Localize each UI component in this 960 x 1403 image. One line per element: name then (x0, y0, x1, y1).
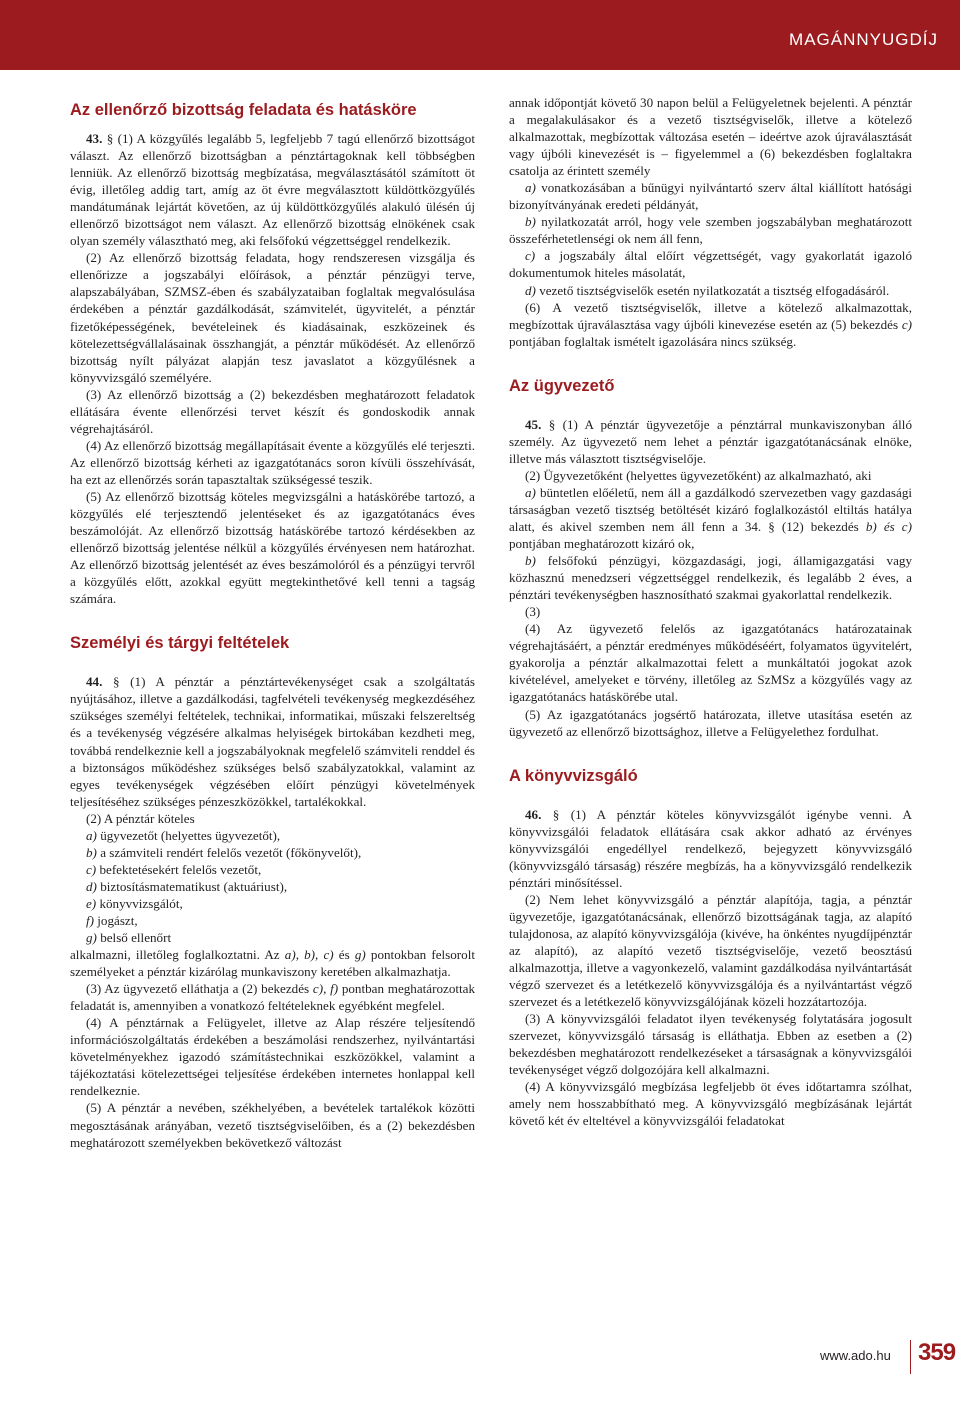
paragraph-45-2: (2) Ügyvezetőként (helyettes ügyvezetőként) az alkalmazható, aki (525, 467, 872, 483)
paragraph-46-1 (509, 806, 912, 891)
list-item-f (70, 912, 475, 929)
heading-ellenorzo-bizottsag: Az ellenőrző bizottság feladata és hatásköre (70, 101, 417, 119)
item-text: pontjában meghatározott kizáró ok, (509, 536, 695, 552)
article-number: 46. (525, 806, 542, 822)
item-text: a jogszabály által előírt végzettségét, vagy gyakorlatát igazoló dokumentumok hiteles másolatát, (509, 248, 912, 281)
item-refs: g) (354, 947, 366, 963)
paragraph-43-5: (5) Az ellenőrző bizottság köteles megvizsgálni a hatáskörébe tartozó, a közgyűlés elé terjesztendő jelentéseket és az igazgatótanács éves beszámolóját. Az ellenőrző bizottság hatáskörébe tartozó kérdésekben az ellenőrző bizottság jelentése nélkül a közgyűlés érvényesen nem határozhat. Az ellenőrző bizottság jelentését az éves beszámolóról és a pénzügyi tervről a közgyűlés előtt, azokkal együtt megtekinthetővé kell tenni a tagság számára. (70, 488, 475, 607)
item-text: belső ellenőrt (96, 930, 172, 946)
right-column (509, 94, 912, 1129)
list-item-d (509, 282, 912, 299)
item-text: ügyvezetőt (helyettes ügyvezetőt), (96, 827, 281, 843)
item-refs: a), b), c) (284, 947, 334, 963)
footer-url[interactable]: www.ado.hu (820, 1348, 891, 1363)
text-run: pontjában foglaltak ismételt igazolására nincs szükség. (509, 333, 797, 349)
item-text: a számviteli rendért felelős vezetőt (főkönyvelőt), (96, 844, 362, 860)
item-letter: a) (86, 827, 97, 843)
heading-konyvvizsgalo: A könyvvizsgáló (509, 766, 638, 785)
paragraph-46-2: (2) Nem lehet könyvvizsgáló a pénztár alapítója, tagja, a pénztár ügyvezetője, igazgatótanácsának, ellenőrző bizottságának tagja, az alapító tulajdonosa, az alapító könyvvizsgálója (kivéve, ha önkéntes nyugdíjpénztár az alapító), az alapító vezető tisztségviselője, vezető beosztású alkalmazottja, illetve a vagyonkezelő, valamint gazdálkodása nyilvántartását végző szervezet és a letétkezelő könyvvizsgálója és a nyilvántartást végző szervezet és a letétkezelő könyvvizsgálójának közeli hozzátartozója. (509, 891, 912, 1010)
paragraph-44-5-continued: annak időpontját követő 30 napon belül a Felügyeletnek bejelenti. A pénztár a megalakulásakor és a vezető tisztségviselők, illetve a kötelező alkalmazottak, megbízottak változása esetén – ideértve azok újraválasztását vagy újbóli kinevezését is – figyelemmel a (6) bekezdésben foglaltakra csatolja az érintett személy (509, 95, 912, 179)
list-item-a (509, 179, 912, 213)
item-letter: b) (525, 553, 536, 569)
paragraph-45-1 (509, 416, 912, 467)
item-text: nyilatkozatát arról, hogy vele szemben jogszabályban meghatározott összeférhetetlenségi ok nem áll fenn, (509, 214, 912, 247)
article-number: 45. (525, 416, 542, 432)
paragraph-45-4: (4) Az ügyvezető felelős az igazgatótanács határozatainak végrehajtásáért, a pénztár eredményes működéséért, folyamatos ügyvitelért, gyakorolja a pénztár alkalmazottai felett a munkáltatói jogokat azok kivételével, amelyeket e törvény, illetőleg az SzMSz a közgyűlés vagy az igazgatótanács hatáskörébe utal. (509, 621, 912, 705)
item-text: befektetésekért felelős vezetőt, (96, 861, 262, 877)
item-letter: a) (525, 180, 536, 196)
item-refs: c) (901, 316, 912, 332)
paragraph-43-2: (2) Az ellenőrző bizottság feladata, hogy rendszeresen vizsgálja és ellenőrizze a jogszabályi előírások, a pénztár pénzügyi terve, alapszabályában, SZMSZ-ében és szabályzataiban foglaltak megvalósulása érdekében a pénztár gazdálkodását, számvitelét, ügyvitelét, a pénztár fizetőképességének, bevételeinek és kiadásainak, eszközeinek és kötelezettségvállalásainak összhangját, a pénztár működését. Az ellenőrző bizottság nyílt pályázat alapján tesz javaslatot a közgyűlésnek a könyvvizsgáló személyére. (70, 250, 475, 385)
list-item-c (70, 861, 475, 878)
list-item-a (509, 484, 912, 552)
footer-divider (910, 1340, 911, 1374)
left-column (70, 100, 475, 1151)
paragraph-44-2-tail (70, 946, 475, 980)
text-run: és (333, 947, 355, 963)
section-icon: § (102, 131, 114, 146)
text-run: (3) Az ügyvezető elláthatja a (2) bekezdés (86, 981, 313, 997)
section-icon: § (541, 806, 560, 822)
paragraph-44-4: (4) A pénztárnak a Felügyelet, illetve az Alap részére teljesítendő információszolgáltatás érdekében a beszámolási rendszerhez, nyilvántartási követelményekhez igazodó számítástechnikai eszközökkel, valamint a tájékoztatási kötelezettségei teljesítése érdekében internetes honlappal kell rendelkeznie. (70, 1015, 475, 1099)
item-letter: f) (86, 912, 94, 928)
item-letter: g) (86, 930, 97, 946)
paragraph-text: (1) A pénztár a pénztártevékenységet csak a szolgáltatás nyújtásához, illetve a gazdálkodási, tagfelvételi tevékenység megkezdéséhez szükséges személyi feltételek, technikai, informatikai, műszaki felszereltség és a tevékenység végzésére alkalmas helyiségek birtokában kezdheti meg, továbbá rendelkeznie kell a jogszabályoknak megfelelő számviteli renddel és a biztonságos működéshez szükséges belső szabályzatokkal, valamint az egyes tevékenységek végzésében előírt pénzügyi követelmények teljesítéséhez szükséges pénzeszközökkel, tartalékokkal. (70, 674, 475, 809)
list-item-b (509, 213, 912, 247)
paragraph-44-6 (509, 299, 912, 350)
header-band (0, 0, 960, 70)
item-text: vezető tisztségviselők esetén nyilatkozatát a tisztség elfogadásáról. (535, 282, 890, 298)
item-letter: d) (525, 282, 536, 298)
paragraph-44-1 (70, 673, 475, 809)
item-text: jogászt, (94, 912, 138, 928)
item-text: felsőfokú pénzügyi, közgazdasági, jogi, államigazgatási vagy közhasznú menedzseri végzettséggel rendelkezik, és legalább 2 éves, a pénztári tevékenységben hasznosítható szakmai gyakorlattal rendelkezik. (509, 553, 912, 603)
text-run: pontokban felsorolt személyeket a pénztár kizárólag munkaviszony keretében alkalmazhatja. (70, 947, 475, 980)
list-item-d (70, 878, 475, 895)
paragraph-text: (1) A pénztár köteles könyvvizsgálót igénybe venni. A könyvvizsgálói feladatok ellátására csak akkor adható az érvényes könyvvizsgálói engedéllyel rendelkező, bejegyzett könyvvizsgáló (könyvvizsgáló társaság) részére megbízás, ha a könyvvizsgáló rendelkezik pénztári minősítéssel. (509, 806, 912, 890)
heading-szemelyi-feltetelek: Személyi és tárgyi feltételek (70, 634, 290, 653)
item-refs: b) és c) (865, 518, 912, 534)
section-icon: § (102, 674, 120, 690)
item-letter: c) (86, 861, 97, 877)
item-text: vonatkozásában a bűnügyi nyilvántartó szerv által kiállított hatósági bizonyítványának eredeti példányát, (509, 180, 912, 213)
list-item-b (509, 552, 912, 603)
item-letter: d) (86, 878, 97, 894)
heading-ugyvezeto: Az ügyvezető (509, 376, 615, 395)
paragraph-45-5: (5) Az igazgatótanács jogsértő határozata, illetve utasítása esetén az ügyvezető az ellenőrző bizottsághoz, illetve a Felügyelethez fordulhat. (509, 706, 912, 739)
paragraph-44-2: (2) A pénztár köteles (86, 810, 195, 826)
item-refs: c), f) (312, 981, 339, 997)
text-run: (6) A vezető tisztségviselők, illetve a kötelező alkalmazottak, megbízottak újraválasztása vagy újbóli kinevezése esetén az (5) bekezdés (509, 299, 912, 332)
item-letter: b) (525, 214, 536, 230)
item-text: könyvvizsgálót, (96, 895, 183, 911)
item-text: biztosításmatematikust (aktuáriust), (96, 878, 288, 894)
article-number: 43. (86, 131, 103, 146)
text-run: alkalmazni, illetőleg foglalkoztatni. Az (70, 947, 285, 963)
item-letter: e) (86, 895, 97, 911)
section-label: MAGÁNNYUGDÍJ (789, 30, 938, 49)
list-item-b (70, 844, 475, 861)
paragraph-43-1 (70, 130, 475, 249)
section-icon: § (541, 416, 556, 432)
list-item-a (70, 827, 475, 844)
list-item-g (70, 929, 475, 946)
item-text: büntetlen előéletű, nem áll a gazdálkodó szervezetben vagy gazdasági társaságban vezető tisztség betöltését kizáró foglalkozástól eltiltás hatálya alatt, és akivel szemben nem áll fenn a 34. § (12) bekezdés (509, 484, 912, 534)
paragraph-text: (1) A pénztár ügyvezetője a pénztárral munkaviszonyban álló személy. Az ügyvezető nem lehet a pénztár igazgatótanácsának elnöke, illetve más választott tisztségviselője. (509, 416, 912, 466)
paragraph-44-5: (5) A pénztár a nevében, székhelyében, a bevételek tartalékok közötti megosztásának arányában, vezető tisztségviselőiben, és a (2) bekezdésben meghatározott személyekben bekövetkező változást (70, 1100, 475, 1150)
paragraph-45-3: (3) (525, 604, 541, 620)
list-item-e (70, 895, 475, 912)
text-run: pontban meghatározottak feladatát is, amennyiben a vonatkozó feltételeknek egyébként megfelel. (70, 981, 476, 1014)
paragraph-46-4: (4) A könyvvizsgáló megbízása legfeljebb öt éves időtartamra szólhat, amely nem hosszabbítható meg. A könyvvizsgáló megbízásának lejártát követő két év elteltével a könyvvizsgálói feladatokat (509, 1079, 912, 1129)
item-letter: c) (525, 248, 536, 264)
paragraph-43-3: (3) Az ellenőrző bizottság a (2) bekezdésben meghatározott feladatok ellátására évente ellenőrzési tervet készít és gondoskodik annak végrehajtásáról. (70, 386, 475, 436)
page-number: 359 (918, 1339, 956, 1366)
paragraph-text: (1) A közgyűlés legalább 5, legfeljebb 7 tagú ellenőrző bizottságot választ. Az ellenőrző bizottságban a pénztártagoknak kell többségben lenniük. Az ellenőrző bizottság megbízatása, megválasztásától számított öt évig, illetőleg addig tart, amíg az öt évre megválasztott küldöttközgyűlés mandátumának lejártát követően, az új küldöttközgyűlés alakuló ülésén új ellenőrző bizottságot nem választ. Az ellenőrző bizottság elnökének csak olyan személy választható meg, aki felsőfokú végzettséggel rendelkezik. (70, 131, 475, 249)
item-letter: a) (525, 484, 536, 500)
list-item-c (509, 247, 912, 281)
article-number: 44. (86, 674, 103, 690)
paragraph-43-4: (4) Az ellenőrző bizottság megállapításait évente a közgyűlés elé terjeszti. Az ellenőrző bizottság kérheti az igazgatótanács soron kívüli összehívását, ha ezt az ellenőrzés során tapasztaltak szükségessé teszik. (70, 437, 475, 487)
item-letter: b) (86, 844, 97, 860)
paragraph-44-3 (70, 980, 475, 1014)
paragraph-46-3: (3) A könyvvizsgálói feladatot ilyen tevékenység folytatására jogosult szervezet, könyvvizsgáló társaság is elláthatja. Ebben az esetben a (2) bekezdésben meghatározott rendelkezéseket a társaságnak a könyvvizsgálói tevékenységet végző dolgozójára kell alkalmazni. (509, 1011, 912, 1078)
